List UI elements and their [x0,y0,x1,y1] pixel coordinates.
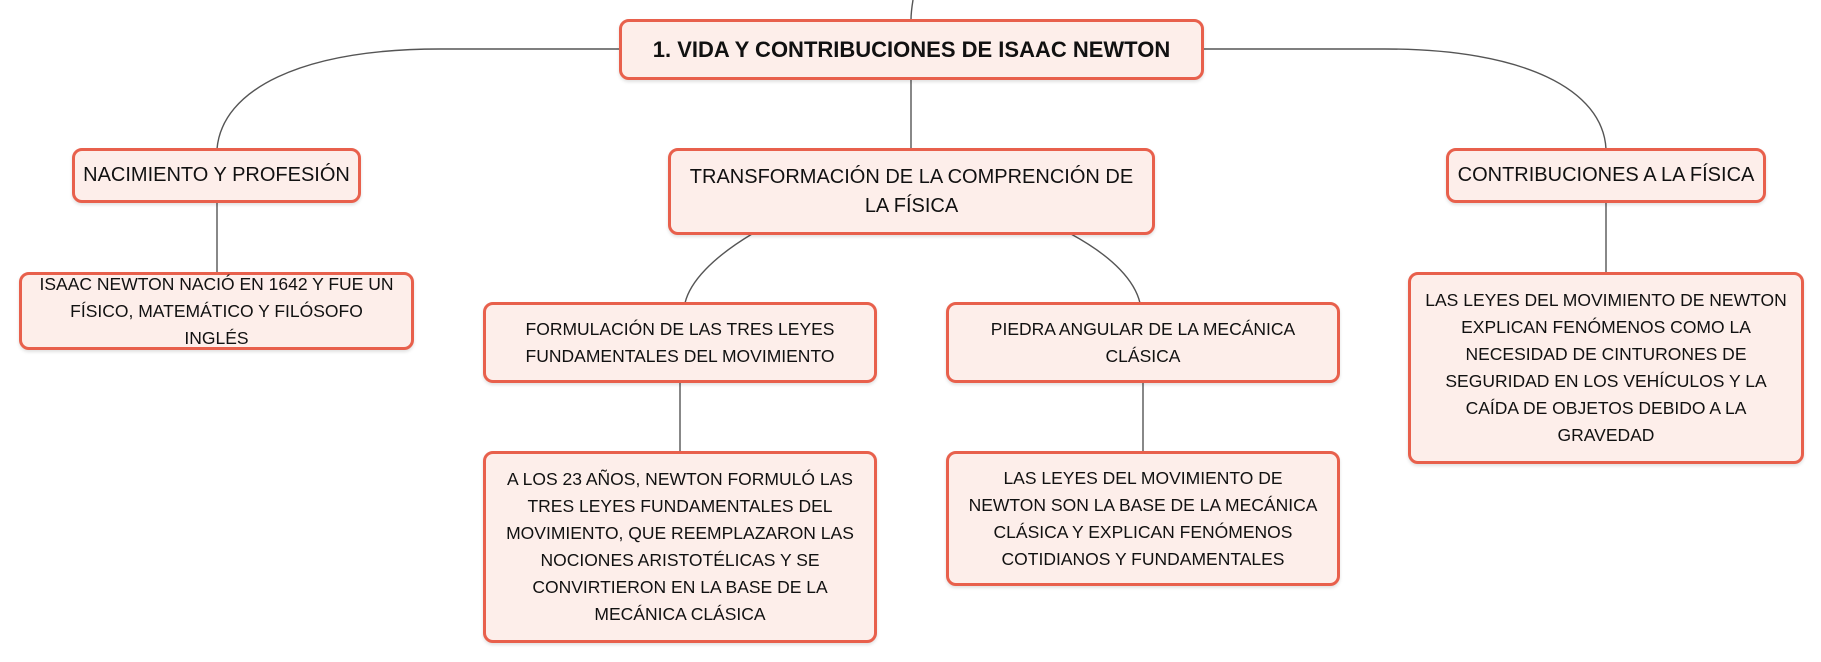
physics-node[interactable] [1446,148,1766,203]
transformation-title: TRANSFORMACIÓN DE LA COMPRENCIÓN DE LA FÍSICA [689,165,1134,217]
connector-transformation-cornerstone [1071,234,1140,303]
cornerstone-detail-node[interactable] [946,451,1340,586]
root-node[interactable] [619,19,1204,80]
physics-detail-node[interactable] [1408,272,1804,464]
birth-detail-text: ISAAC NEWTON NACIÓ EN 1642 Y FUE UN FÍSICO, MATEMÁTICO Y FILÓSOFO INGLÉS [39,273,394,348]
laws-title: FORMULACIÓN DE LAS TRES LEYES FUNDAMENTALES DEL MOVIMIENTO [525,318,835,366]
birth-title: NACIMIENTO Y PROFESIÓN [83,164,350,186]
birth-node[interactable] [72,148,361,203]
cornerstone-node[interactable] [946,302,1340,383]
transformation-node[interactable] [668,148,1155,235]
connector-root-physics [1203,49,1606,149]
cornerstone-title: PIEDRA ANGULAR DE LA MECÁNICA CLÁSICA [990,318,1296,366]
root-title: 1. VIDA Y CONTRIBUCIONES DE ISAAC NEWTON [652,36,1171,62]
cornerstone-detail-text: LAS LEYES DEL MOVIMIENTO DE NEWTON SON LA BASE DE LA MECÁNICA CLÁSICA Y EXPLICAN FENÓMENOS COTIDIANOS Y FUNDAMENTALES [968,467,1318,569]
laws-detail-node[interactable] [483,451,877,643]
laws-node[interactable] [483,302,877,383]
laws-detail-text: A LOS 23 AÑOS, NEWTON FORMULÓ LAS TRES LEYES FUNDAMENTALES DEL MOVIMIENTO, QUE REEMPLAZARON LAS NOCIONES ARISTOTÉLICAS Y SE CONVIRTIERON EN LA BASE DE LA MECÁNICA CLÁSICA [506,469,854,624]
connector-transformation-laws [685,234,752,303]
physics-title: CONTRIBUCIONES A LA FÍSICA [1457,164,1755,186]
physics-detail-text: LAS LEYES DEL MOVIMIENTO DE NEWTON EXPLICAN FENÓMENOS COMO LA NECESIDAD DE CINTURONES DE SEGURIDAD EN LOS VEHÍCULOS Y LA CAÍDA DE OBJETOS DEBIDO A LA GRAVEDAD [1425,290,1787,445]
connector-root-parent [911,0,913,20]
connector-root-birth [217,49,620,149]
birth-detail-node[interactable] [19,272,414,350]
